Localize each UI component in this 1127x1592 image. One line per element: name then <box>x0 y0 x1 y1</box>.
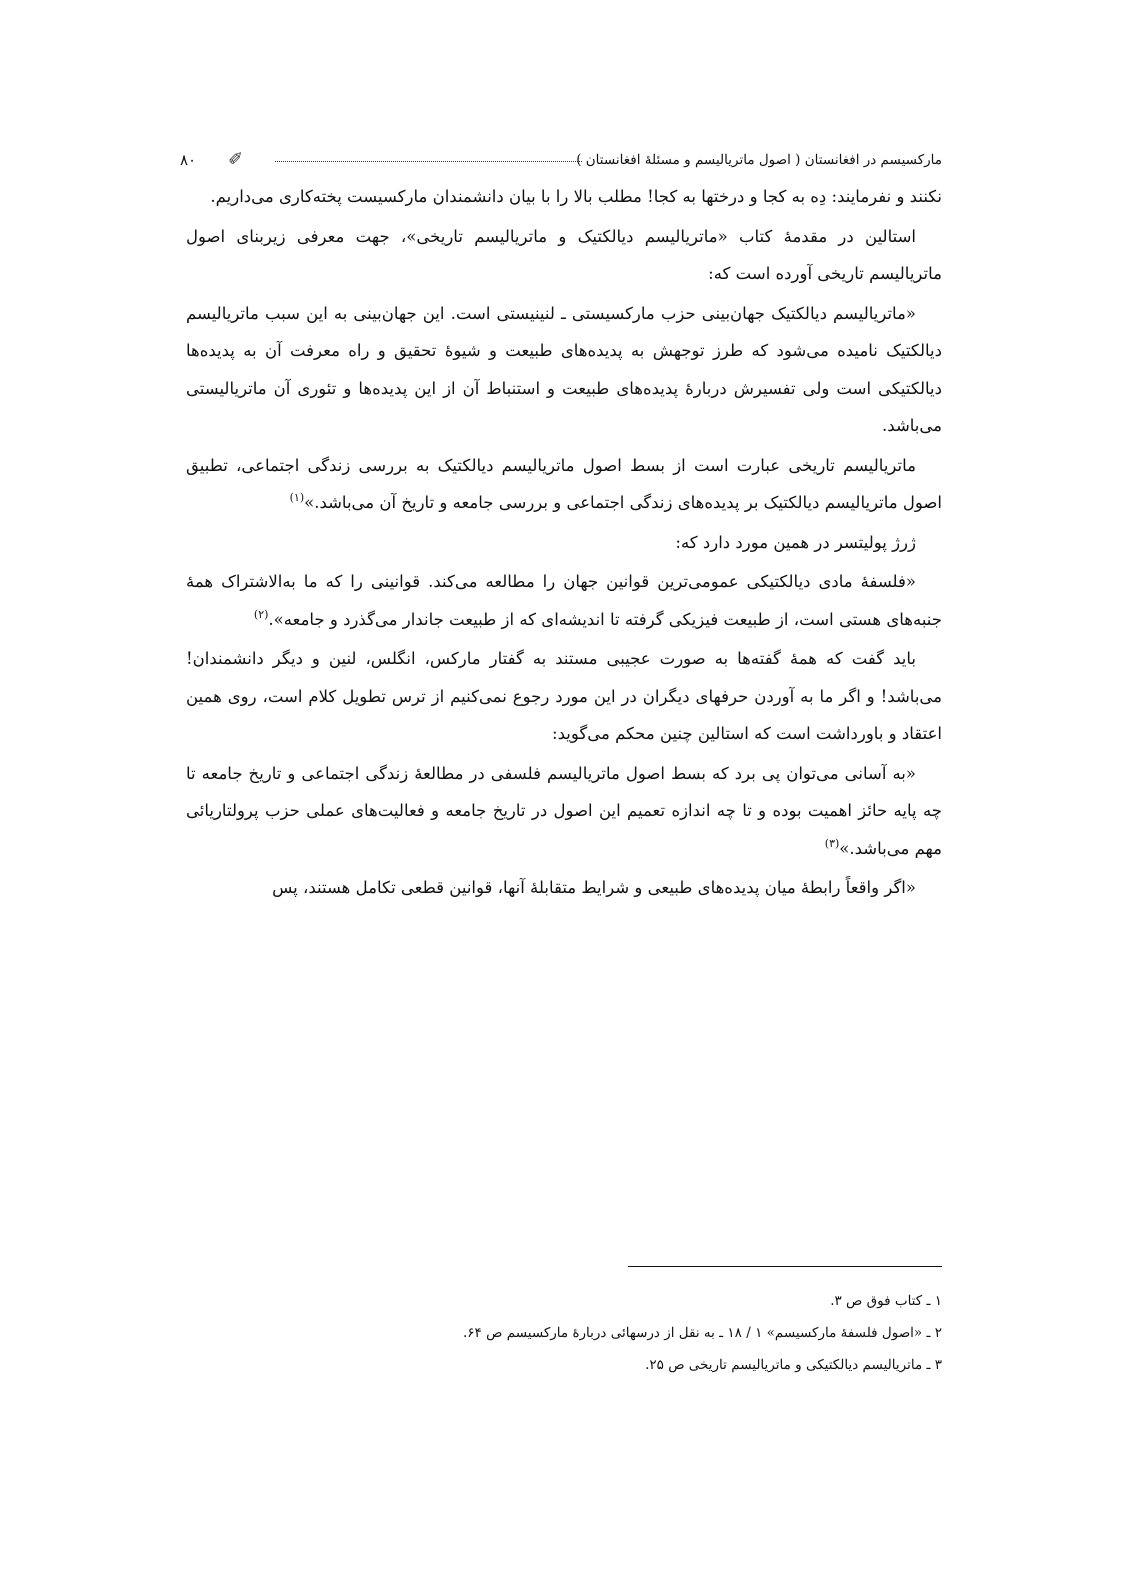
footnote-3: ۳ ـ ماتریالیسم دیالکتیکی و ماتریالیسم تاریخی ص ۲۵. <box>645 1357 942 1373</box>
paragraph-6 <box>186 563 942 638</box>
footnotes <box>186 1285 942 1381</box>
body-text <box>186 178 942 907</box>
paragraph-4-text: ماتریالیسم تاریخی عبارت است از بسط اصول ماتریالیسم دیالکتیک به بررسی زندگی اجتماعی، تطبیق اصول ماتریالیسم دیالکتیک بر پدیده‌های زندگی اجتماعی و بررسی جامعه و تاریخ آن می‌باشد.» <box>186 455 942 512</box>
note-mark-2: (۲) <box>253 607 269 621</box>
footnote-1: ۱ ـ کتاب فوق ص ۳. <box>830 1293 942 1309</box>
pen-icon: ✐ <box>228 149 244 170</box>
footnote-divider <box>628 1266 942 1267</box>
footnote-2: ۲ ـ «اصول فلسفهٔ مارکسیسم» ۱ / ۱۸ ـ به نقل از درسهائی دربارهٔ مارکسیسم ص ۶۴. <box>463 1325 942 1341</box>
paragraph-2: استالین در مقدمهٔ کتاب «ماتریالیسم دیالکتیک و ماتریالیسم تاریخی»، جهت معرفی زیربنای اصول ماتریالیسم تاریخی آورده است که: <box>186 226 942 283</box>
running-header <box>180 150 942 170</box>
paragraph-3: «ماتریالیسم دیالکتیک جهان‌بینی حزب مارکسیستی ـ لنینیستی است. این جهان‌بینی به این سبب ماتریالیسم دیالکتیک نامیده می‌شود که طرز توجهش به پدیده‌های طبیعت و شیوهٔ تحقیق و راه معرفت آن به پدیده‌ها دیالکتیکی است ولی تفسیرش دربارهٔ پدیده‌های طبیعت و استنباط آن از این پدیده‌ها و تئوری آن ماتریالیستی می‌باشد. <box>186 303 942 435</box>
paragraph-8 <box>186 755 942 868</box>
page-number: ۸۰ <box>180 151 197 169</box>
header-dotted-leader <box>275 161 582 162</box>
paragraph-1: نکنند و نفرمایند: دِه به کجا و درختها به کجا! مطلب بالا را با بیان دانشمندان مارکسیست پخته‌کاری می‌داریم. <box>210 187 942 206</box>
note-mark-1: (۱) <box>289 491 305 504</box>
paragraph-6-text: «فلسفهٔ مادی دیالکتیکی عمومی‌ترین قوانین جهان را مطالعه می‌کند. قوانینی را که ما به‌الاشتراک همهٔ جنبه‌های هستی است، از طبیعت فیزیکی گرفته تا اندیشه‌ای که از طبیعت جاندار می‌گذرد و جامعه». <box>186 572 942 629</box>
paragraph-7: باید گفت که همهٔ گفته‌ها به صورت عجیبی مستند به گفتار مارکس، انگلس، لنین و دیگر دانشمندان! می‌باشد! و اگر ما به آوردن حرفهای دیگران در این مورد رجوع نمی‌کنیم از ترس تطویل کلام است، روی همین اعتقاد و باورداشت است که استالین چنین محکم می‌گوید: <box>186 649 942 743</box>
note-mark-3: (۳) <box>824 836 840 850</box>
header-title: مارکسیسم در افغانستان ( اصول ماتریالیسم و مسئلهٔ افغانستان ) <box>576 152 942 168</box>
paragraph-4 <box>186 447 942 522</box>
paragraph-9: «اگر واقعاً رابطهٔ میان پدیده‌های طبیعی و شرایط متقابلهٔ آنها، قوانین قطعی تکامل هستند، پس <box>272 878 916 897</box>
paragraph-8-text: «به آسانی می‌توان پی برد که بسط اصول ماتریالیسم فلسفی در مطالعهٔ زندگی اجتماعی و تاریخ جامعه تا چه پایه حائز اهمیت بوده و تا چه اندازه تعمیم این اصول در تاریخ جامعه و فعالیت‌های عملی حزب پرولتاریائی مهم می‌باشد.» <box>186 763 942 858</box>
paragraph-5: ژرژ پولیتسر در همین مورد دارد که: <box>675 532 916 552</box>
